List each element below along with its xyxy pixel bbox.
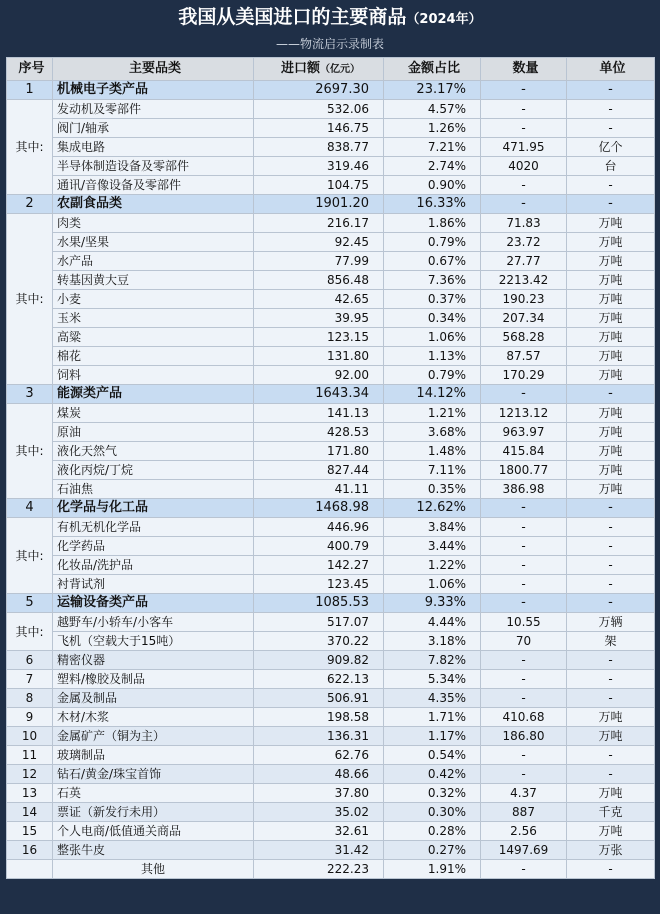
row-share: 1.06% — [384, 328, 481, 347]
row-name: 转基因黄大豆 — [53, 271, 254, 290]
row-unit: - — [567, 575, 655, 594]
row-share: 7.36% — [384, 271, 481, 290]
row-qty: 190.23 — [481, 290, 567, 309]
row-share: 0.90% — [384, 176, 481, 195]
row-share: 0.37% — [384, 290, 481, 309]
row-share: 7.82% — [384, 651, 481, 670]
row-share: 0.35% — [384, 480, 481, 499]
row-name: 飞机（空载大于15吨） — [53, 632, 254, 651]
row-share: 1.86% — [384, 214, 481, 233]
row-amount: 1468.98 — [254, 499, 384, 518]
row-qty: 471.95 — [481, 138, 567, 157]
row-name: 通讯/音像设备及零部件 — [53, 176, 254, 195]
item-row — [7, 309, 655, 328]
row-qty: - — [481, 556, 567, 575]
group-label: 其中: — [7, 100, 53, 195]
row-unit: - — [567, 537, 655, 556]
row-name: 农副食品类 — [53, 195, 254, 214]
category-row — [7, 803, 655, 822]
row-seq: 4 — [7, 499, 53, 518]
row-qty: 186.80 — [481, 727, 567, 746]
category-row — [7, 195, 655, 214]
row-share: 0.28% — [384, 822, 481, 841]
row-unit: 万吨 — [567, 727, 655, 746]
row-qty: 27.77 — [481, 252, 567, 271]
item-row — [7, 423, 655, 442]
item-row — [7, 100, 655, 119]
row-unit: - — [567, 100, 655, 119]
row-name: 水果/坚果 — [53, 233, 254, 252]
row-name: 化学药品 — [53, 537, 254, 556]
header-amount-label: 进口额 — [280, 60, 320, 76]
item-row — [7, 480, 655, 499]
row-share: 4.35% — [384, 689, 481, 708]
item-row — [7, 556, 655, 575]
row-name: 化学品与化工品 — [53, 499, 254, 518]
item-row — [7, 176, 655, 195]
row-share: 0.27% — [384, 841, 481, 860]
row-unit: - — [567, 765, 655, 784]
category-row — [7, 499, 655, 518]
row-name: 煤炭 — [53, 404, 254, 423]
header-amount-unit: （亿元） — [320, 63, 360, 75]
header-name: 主要品类 — [53, 58, 254, 81]
row-share: 0.42% — [384, 765, 481, 784]
row-unit: 万吨 — [567, 233, 655, 252]
row-share: 14.12% — [384, 385, 481, 404]
row-amount: 123.45 — [254, 575, 384, 594]
row-amount: 506.91 — [254, 689, 384, 708]
row-name: 能源类产品 — [53, 385, 254, 404]
row-name: 液化天然气 — [53, 442, 254, 461]
category-row — [7, 784, 655, 803]
group-label: 其中: — [7, 613, 53, 651]
row-qty: 415.84 — [481, 442, 567, 461]
row-share: 0.79% — [384, 233, 481, 252]
row-unit: - — [567, 689, 655, 708]
category-row — [7, 594, 655, 613]
row-amount: 2697.30 — [254, 81, 384, 100]
row-amount: 446.96 — [254, 518, 384, 537]
row-name: 棉花 — [53, 347, 254, 366]
item-row — [7, 461, 655, 480]
row-unit: 万吨 — [567, 404, 655, 423]
row-qty: - — [481, 651, 567, 670]
row-unit: 万吨 — [567, 252, 655, 271]
group-label: 其中: — [7, 214, 53, 385]
row-name: 小麦 — [53, 290, 254, 309]
row-qty: 23.72 — [481, 233, 567, 252]
header-amount — [254, 58, 384, 81]
row-amount: 856.48 — [254, 271, 384, 290]
row-name: 金属矿产（铜为主） — [53, 727, 254, 746]
category-row — [7, 689, 655, 708]
row-unit: 架 — [567, 632, 655, 651]
row-qty: 4020 — [481, 157, 567, 176]
row-name: 机械电子类产品 — [53, 81, 254, 100]
row-qty: 1800.77 — [481, 461, 567, 480]
row-name: 运输设备类产品 — [53, 594, 254, 613]
row-share: 9.33% — [384, 594, 481, 613]
row-qty: - — [481, 100, 567, 119]
row-unit: - — [567, 119, 655, 138]
row-amount: 827.44 — [254, 461, 384, 480]
row-unit: 万吨 — [567, 309, 655, 328]
category-row — [7, 746, 655, 765]
row-unit: - — [567, 499, 655, 518]
row-qty: - — [481, 195, 567, 214]
row-name: 个人电商/低值通关商品 — [53, 822, 254, 841]
table-body — [7, 81, 655, 879]
row-share: 1.21% — [384, 404, 481, 423]
row-share: 3.18% — [384, 632, 481, 651]
row-name: 钻石/黄金/珠宝首饰 — [53, 765, 254, 784]
category-row — [7, 708, 655, 727]
row-amount: 1643.34 — [254, 385, 384, 404]
row-name: 液化丙烷/丁烷 — [53, 461, 254, 480]
row-share: 1.48% — [384, 442, 481, 461]
row-unit: 台 — [567, 157, 655, 176]
row-amount: 400.79 — [254, 537, 384, 556]
item-row — [7, 632, 655, 651]
row-name: 其他 — [53, 860, 254, 879]
row-qty: 10.55 — [481, 613, 567, 632]
row-seq: 11 — [7, 746, 53, 765]
row-share: 23.17% — [384, 81, 481, 100]
row-share: 3.68% — [384, 423, 481, 442]
category-row — [7, 670, 655, 689]
row-name: 化妆品/洗护品 — [53, 556, 254, 575]
header-row — [7, 58, 655, 81]
category-row — [7, 765, 655, 784]
row-share: 0.67% — [384, 252, 481, 271]
row-qty: 87.57 — [481, 347, 567, 366]
category-row — [7, 651, 655, 670]
row-qty: - — [481, 765, 567, 784]
row-qty: - — [481, 746, 567, 765]
row-amount: 909.82 — [254, 651, 384, 670]
row-qty: 568.28 — [481, 328, 567, 347]
row-unit: - — [567, 594, 655, 613]
row-qty: - — [481, 119, 567, 138]
row-amount: 222.23 — [254, 860, 384, 879]
row-unit: - — [567, 556, 655, 575]
row-qty: 1497.69 — [481, 841, 567, 860]
row-amount: 428.53 — [254, 423, 384, 442]
row-seq: 14 — [7, 803, 53, 822]
title-year: （2024年） — [406, 12, 482, 27]
row-unit: - — [567, 176, 655, 195]
row-qty: - — [481, 518, 567, 537]
group-label: 其中: — [7, 518, 53, 594]
row-unit: 万张 — [567, 841, 655, 860]
row-amount: 92.45 — [254, 233, 384, 252]
row-name: 石油焦 — [53, 480, 254, 499]
row-unit: 万辆 — [567, 613, 655, 632]
row-unit: 万吨 — [567, 784, 655, 803]
row-share: 0.79% — [384, 366, 481, 385]
row-unit: 万吨 — [567, 347, 655, 366]
row-seq: 2 — [7, 195, 53, 214]
row-amount: 319.46 — [254, 157, 384, 176]
row-unit: - — [567, 518, 655, 537]
row-amount: 141.13 — [254, 404, 384, 423]
row-name: 肉类 — [53, 214, 254, 233]
row-seq: 3 — [7, 385, 53, 404]
item-row — [7, 138, 655, 157]
row-qty: 1213.12 — [481, 404, 567, 423]
row-qty: 963.97 — [481, 423, 567, 442]
row-name: 塑料/橡胶及制品 — [53, 670, 254, 689]
item-row — [7, 214, 655, 233]
category-row — [7, 727, 655, 746]
row-qty: - — [481, 689, 567, 708]
row-unit: 万吨 — [567, 366, 655, 385]
row-share: 1.71% — [384, 708, 481, 727]
row-amount: 37.80 — [254, 784, 384, 803]
row-name: 票证（新发行未用） — [53, 803, 254, 822]
page-title — [0, 0, 660, 34]
row-amount: 104.75 — [254, 176, 384, 195]
header-seq: 序号 — [7, 58, 53, 81]
row-seq: 15 — [7, 822, 53, 841]
row-qty: - — [481, 860, 567, 879]
row-share: 4.44% — [384, 613, 481, 632]
page-subtitle: ——物流启示录制表 — [275, 37, 384, 51]
row-unit: - — [567, 195, 655, 214]
row-amount: 517.07 — [254, 613, 384, 632]
row-share: 5.34% — [384, 670, 481, 689]
row-qty: 2.56 — [481, 822, 567, 841]
row-qty: - — [481, 670, 567, 689]
row-unit: - — [567, 746, 655, 765]
row-name: 高粱 — [53, 328, 254, 347]
row-name: 木材/木浆 — [53, 708, 254, 727]
row-name: 半导体制造设备及零部件 — [53, 157, 254, 176]
row-name: 集成电路 — [53, 138, 254, 157]
row-unit: 万吨 — [567, 271, 655, 290]
row-amount: 92.00 — [254, 366, 384, 385]
row-amount: 42.65 — [254, 290, 384, 309]
row-name: 玉米 — [53, 309, 254, 328]
row-qty: 887 — [481, 803, 567, 822]
row-seq: 13 — [7, 784, 53, 803]
row-unit: - — [567, 860, 655, 879]
row-amount: 39.95 — [254, 309, 384, 328]
row-unit: 千克 — [567, 803, 655, 822]
row-share: 0.54% — [384, 746, 481, 765]
row-unit: 万吨 — [567, 214, 655, 233]
item-row — [7, 328, 655, 347]
row-amount: 142.27 — [254, 556, 384, 575]
item-row — [7, 271, 655, 290]
row-share: 1.06% — [384, 575, 481, 594]
row-name: 金属及制品 — [53, 689, 254, 708]
item-row — [7, 252, 655, 271]
row-qty: 71.83 — [481, 214, 567, 233]
item-row — [7, 404, 655, 423]
row-amount: 532.06 — [254, 100, 384, 119]
row-name: 水产品 — [53, 252, 254, 271]
group-label: 其中: — [7, 404, 53, 499]
row-amount: 171.80 — [254, 442, 384, 461]
row-amount: 41.11 — [254, 480, 384, 499]
row-qty: - — [481, 176, 567, 195]
row-amount: 31.42 — [254, 841, 384, 860]
row-amount: 136.31 — [254, 727, 384, 746]
item-row — [7, 233, 655, 252]
row-unit: 万吨 — [567, 822, 655, 841]
row-name: 衬背试剂 — [53, 575, 254, 594]
row-name: 饲料 — [53, 366, 254, 385]
row-share: 2.74% — [384, 157, 481, 176]
row-amount: 216.17 — [254, 214, 384, 233]
row-share: 1.26% — [384, 119, 481, 138]
row-seq: 16 — [7, 841, 53, 860]
row-share: 1.17% — [384, 727, 481, 746]
item-row — [7, 518, 655, 537]
row-share: 12.62% — [384, 499, 481, 518]
row-unit: - — [567, 651, 655, 670]
row-amount: 198.58 — [254, 708, 384, 727]
item-row — [7, 537, 655, 556]
row-seq: 7 — [7, 670, 53, 689]
row-share: 0.32% — [384, 784, 481, 803]
row-amount: 77.99 — [254, 252, 384, 271]
row-unit: 万吨 — [567, 461, 655, 480]
row-seq: 12 — [7, 765, 53, 784]
row-unit: 万吨 — [567, 708, 655, 727]
row-qty: - — [481, 81, 567, 100]
category-row — [7, 385, 655, 404]
row-amount: 622.13 — [254, 670, 384, 689]
category-row — [7, 81, 655, 100]
row-share: 4.57% — [384, 100, 481, 119]
row-amount: 131.80 — [254, 347, 384, 366]
row-share: 7.21% — [384, 138, 481, 157]
row-unit: 亿个 — [567, 138, 655, 157]
row-seq: 10 — [7, 727, 53, 746]
row-qty: 386.98 — [481, 480, 567, 499]
row-qty: 70 — [481, 632, 567, 651]
row-seq: 9 — [7, 708, 53, 727]
header-qty: 数量 — [481, 58, 567, 81]
item-row — [7, 613, 655, 632]
item-row — [7, 119, 655, 138]
header-unit: 单位 — [567, 58, 655, 81]
title-text: 我国从美国进口的主要商品 — [178, 6, 407, 28]
row-unit: - — [567, 81, 655, 100]
row-share: 1.22% — [384, 556, 481, 575]
row-name: 石英 — [53, 784, 254, 803]
category-row — [7, 841, 655, 860]
header-share: 金额占比 — [384, 58, 481, 81]
row-name: 玻璃制品 — [53, 746, 254, 765]
import-table — [6, 57, 655, 879]
row-name: 有机无机化学品 — [53, 518, 254, 537]
row-share: 3.44% — [384, 537, 481, 556]
item-row — [7, 290, 655, 309]
row-amount: 35.02 — [254, 803, 384, 822]
row-share: 3.84% — [384, 518, 481, 537]
row-unit: - — [567, 670, 655, 689]
item-row — [7, 575, 655, 594]
row-name: 原油 — [53, 423, 254, 442]
item-row — [7, 347, 655, 366]
row-amount: 370.22 — [254, 632, 384, 651]
item-row — [7, 157, 655, 176]
item-row — [7, 442, 655, 461]
row-seq: 5 — [7, 594, 53, 613]
row-share: 0.34% — [384, 309, 481, 328]
row-amount: 1901.20 — [254, 195, 384, 214]
row-amount: 123.15 — [254, 328, 384, 347]
row-amount: 146.75 — [254, 119, 384, 138]
row-seq — [7, 860, 53, 879]
row-seq: 6 — [7, 651, 53, 670]
other-row — [7, 860, 655, 879]
item-row — [7, 366, 655, 385]
row-share: 0.30% — [384, 803, 481, 822]
row-name: 越野车/小轿车/小客车 — [53, 613, 254, 632]
row-amount: 838.77 — [254, 138, 384, 157]
row-unit: 万吨 — [567, 480, 655, 499]
row-unit: 万吨 — [567, 328, 655, 347]
row-qty: - — [481, 385, 567, 404]
row-amount: 32.61 — [254, 822, 384, 841]
row-qty: 170.29 — [481, 366, 567, 385]
row-unit: 万吨 — [567, 423, 655, 442]
row-seq: 8 — [7, 689, 53, 708]
row-qty: 410.68 — [481, 708, 567, 727]
row-name: 精密仪器 — [53, 651, 254, 670]
row-qty: - — [481, 537, 567, 556]
row-unit: - — [567, 385, 655, 404]
row-name: 发动机及零部件 — [53, 100, 254, 119]
row-name: 阀门/轴承 — [53, 119, 254, 138]
row-amount: 62.76 — [254, 746, 384, 765]
row-share: 1.91% — [384, 860, 481, 879]
row-seq: 1 — [7, 81, 53, 100]
row-qty: - — [481, 575, 567, 594]
row-name: 整张牛皮 — [53, 841, 254, 860]
row-qty: - — [481, 499, 567, 518]
row-qty: 4.37 — [481, 784, 567, 803]
row-amount: 48.66 — [254, 765, 384, 784]
row-share: 1.13% — [384, 347, 481, 366]
row-qty: - — [481, 594, 567, 613]
row-qty: 207.34 — [481, 309, 567, 328]
row-unit: 万吨 — [567, 290, 655, 309]
row-share: 16.33% — [384, 195, 481, 214]
row-qty: 2213.42 — [481, 271, 567, 290]
category-row — [7, 822, 655, 841]
row-amount: 1085.53 — [254, 594, 384, 613]
row-unit: 万吨 — [567, 442, 655, 461]
row-share: 7.11% — [384, 461, 481, 480]
